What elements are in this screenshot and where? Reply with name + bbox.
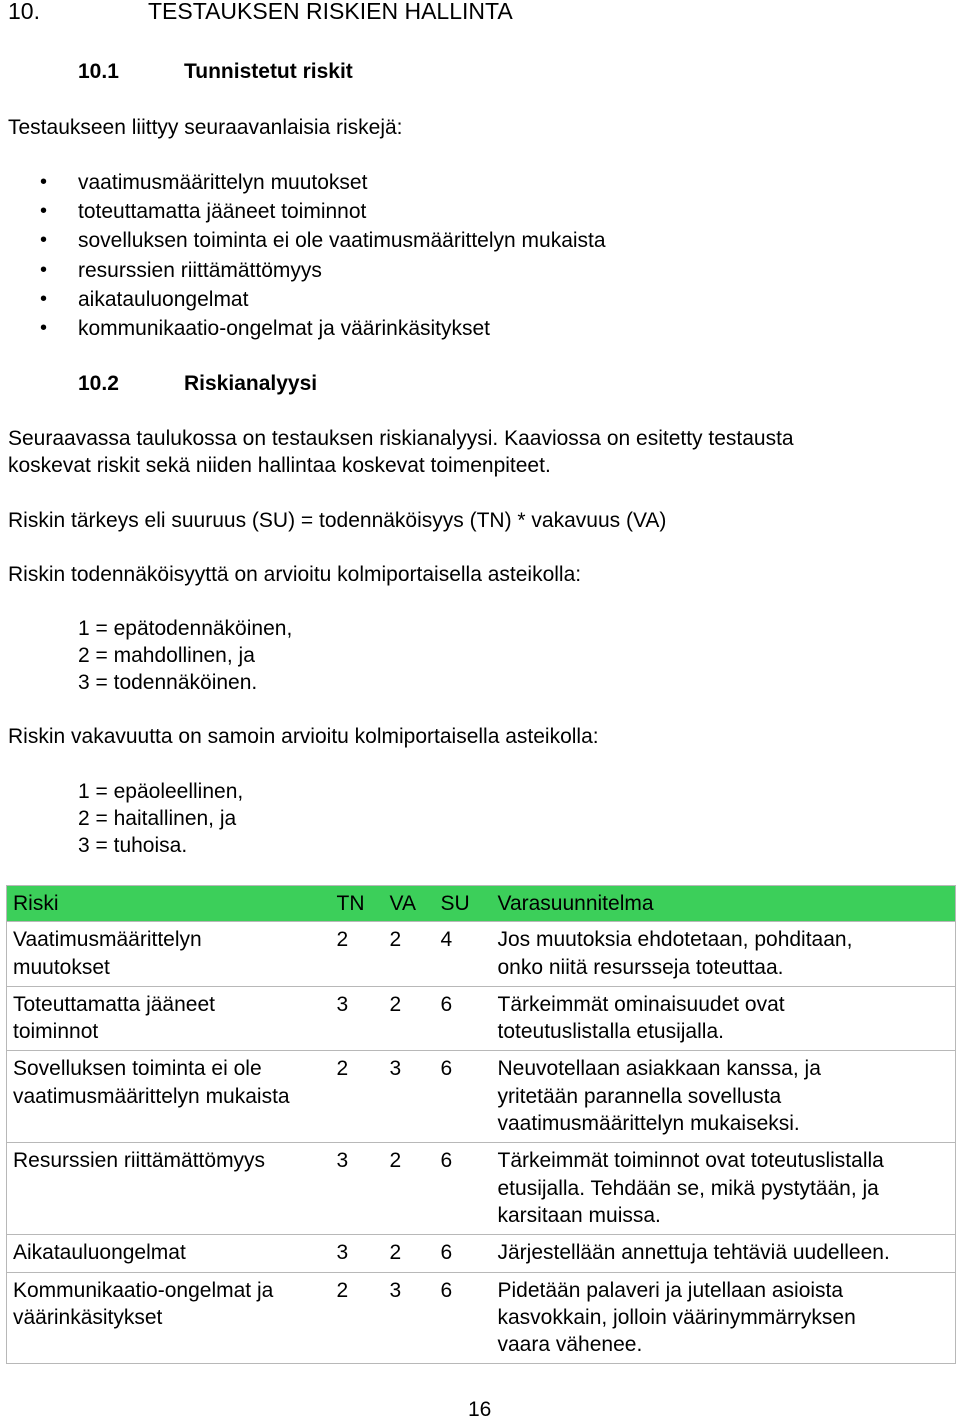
va-cell: 3 [384,1051,435,1143]
tn-cell: 2 [331,1272,384,1364]
bullet-icon: • [40,258,48,281]
plan-cell: Tärkeimmät toiminnot ovat toteutuslistalla etusijalla. Tehdään se, mikä pystytään, ja karsitaan muissa. [492,1143,956,1235]
tn-cell: 3 [331,1143,384,1235]
chapter-heading [8,0,513,26]
tn-cell: 2 [331,922,384,987]
su-cell: 6 [435,1051,492,1143]
table-header-row [7,886,956,922]
va-cell: 2 [384,1143,435,1235]
scale-item: 2 = haitallinen, ja [78,807,237,831]
risk-cell: Sovelluksen toiminta ei ole vaatimusmäärittelyn mukaista [7,1051,331,1143]
su-cell: 6 [435,1143,492,1235]
plan-cell: Jos muutoksia ehdotetaan, pohditaan, onko niitä resursseja toteuttaa. [492,922,956,987]
header-tn: TN [331,886,384,922]
section-title: Riskianalyysi [184,372,318,395]
probability-intro: Riskin todennäköisyyttä on arvioitu kolmiportaisella asteikolla: [8,563,582,586]
chapter-number: 10. [8,0,40,24]
chapter-title: TESTAUKSEN RISKIEN HALLINTA [148,0,513,24]
table-row [7,1235,956,1272]
va-cell: 3 [384,1272,435,1364]
risk-cell: Vaatimusmäärittelyn muutokset [7,922,331,987]
header-va: VA [384,886,435,922]
section-heading-10-2 [78,370,478,397]
bullet-icon: • [40,200,48,223]
risk-cell: Kommunikaatio-ongelmat ja väärinkäsitykset [7,1272,331,1364]
risk-cell: Toteuttamatta jääneet toiminnot [7,986,331,1051]
page-number: 16 [468,1398,492,1421]
table-row [7,1051,956,1143]
bullet-icon: • [40,287,48,310]
plan-cell: Tärkeimmät ominaisuudet ovat toteutuslistalla etusijalla. [492,986,956,1051]
su-cell: 6 [435,1235,492,1272]
scale-item: 1 = epäoleellinen, [78,780,244,803]
table-row [7,922,956,987]
scale-item: 2 = mahdollinen, ja [78,644,255,668]
su-cell: 4 [435,922,492,987]
section-heading-10-1 [78,58,478,85]
scale-item: 3 = tuhoisa. [78,834,188,858]
tn-cell: 3 [331,986,384,1051]
risk-cell: Aikatauluongelmat [7,1235,331,1272]
bullet-icon: • [40,229,48,252]
section-number: 10.2 [78,372,119,395]
section1-intro: Testaukseen liittyy seuraavanlaisia riskejä: [8,116,403,139]
plan-cell: Järjestellään annettuja tehtäviä uudelleen. [492,1235,956,1272]
section-title: Tunnistetut riskit [184,60,353,83]
va-cell: 2 [384,1235,435,1272]
analysis-paragraph-line-1: Seuraavassa taulukossa on testauksen riskianalyysi. Kaaviossa on esitetty testausta [8,427,794,450]
su-cell: 6 [435,986,492,1051]
analysis-paragraph-line-2: koskevat riskit sekä niiden hallintaa koskevat toimenpiteet. [8,454,551,477]
table-row [7,1143,956,1235]
table-row [7,1272,956,1364]
plan-cell: Pidetään palaveri ja jutellaan asioista kasvokkain, jolloin väärinymmärryksen vaara vähenee. [492,1272,956,1364]
su-cell: 6 [435,1272,492,1364]
risk-formula: Riskin tärkeys eli suuruus (SU) = todennäköisyys (TN) * vakavuus (VA) [8,509,667,532]
table-row [7,986,956,1051]
header-risk: Riski [7,886,331,922]
section-number: 10.1 [78,60,119,83]
bullet-icon: • [40,316,48,339]
header-su: SU [435,886,492,922]
va-cell: 2 [384,922,435,987]
probability-scale [78,615,292,697]
severity-intro: Riskin vakavuutta on samoin arvioitu kolmiportaisella asteikolla: [8,725,599,748]
va-cell: 2 [384,986,435,1051]
scale-item: 3 = todennäköinen. [78,671,258,695]
bullet-icon: • [40,171,48,193]
severity-scale [78,778,243,860]
plan-cell: Neuvotellaan asiakkaan kanssa, ja yritetään parannella sovellusta vaatimusmäärittelyn mukaiseksi. [492,1051,956,1143]
tn-cell: 2 [331,1051,384,1143]
tn-cell: 3 [331,1235,384,1272]
scale-item: 1 = epätodennäköinen, [78,617,293,640]
header-plan: Varasuunnitelma [492,886,956,922]
risk-analysis-table [6,885,956,1364]
risk-cell: Resurssien riittämättömyys [7,1143,331,1235]
